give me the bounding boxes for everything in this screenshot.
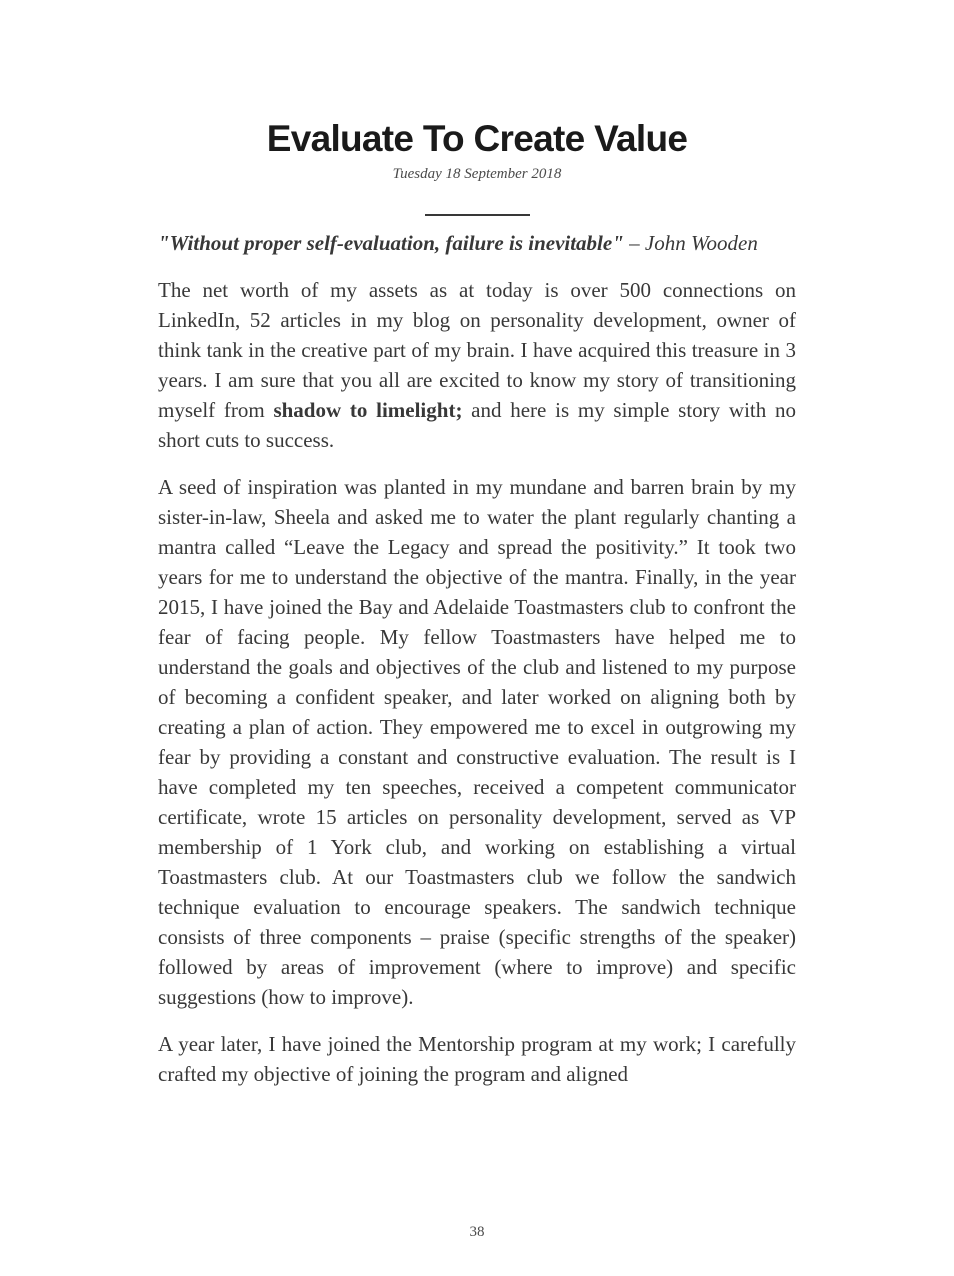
page-content xyxy=(158,0,796,1089)
quote-paragraph xyxy=(158,228,796,258)
paragraph-3: A year later, I have joined the Mentorship program at my work; I carefully crafted my objective of joining the program and aligned xyxy=(158,1032,796,1086)
post-title: Evaluate To Create Value xyxy=(266,118,688,159)
quote-text: "Without proper self-evaluation, failure is inevitable" xyxy=(158,231,624,255)
post-date: Tuesday 18 September 2018 xyxy=(392,166,562,182)
paragraph-1 xyxy=(158,275,796,455)
paragraph-2: A seed of inspiration was planted in my mundane and barren brain by my sister-in-law, Sheela and asked me to water the plant regularly chanting a mantra called “Leave the Legacy and spread the positivity.” It took two years for me to understand the objective of the mantra. Finally, in the year 2015, I have joined the Bay and Adelaide Toastmasters club to confront the fear of facing people. My fellow Toastmasters have helped me to understand the goals and objectives of the club and listened to my purpose of becoming a confident speaker, and later worked on aligning both by creating a plan of action. They empowered me to excel in outgrowing my fear by providing a constant and constructive evaluation. The result is I have completed my ten speeches, received a competent communicator certificate, wrote 15 articles on personality development, served as VP membership of 1 York club, and working on establishing a virtual Toastmasters club. At our Toastmasters club we follow the sandwich technique evaluation to encourage speakers. The sandwich technique consists of three components – praise (specific strengths of the speaker) followed by areas of improvement (where to improve) and specific suggestions (how to improve). xyxy=(158,475,796,1009)
paragraph-1-emphasis: shadow to limelight; xyxy=(273,398,463,422)
paragraph-1-tail: and here is my simple story with no short cuts to success. xyxy=(158,398,796,452)
page-number: 38 xyxy=(469,1224,485,1240)
paragraph-1-lead: The net worth of my assets as at today is over 500 connections on LinkedIn, 52 articles in my blog on personality development, owner of think tank in the creative part of my brain. I have acquired this treasure in 3 years. I am sure that you all are excited to know my story of transitioning myself from xyxy=(158,278,796,422)
quote-attribution: – John Wooden xyxy=(623,231,758,255)
section-divider xyxy=(425,214,530,216)
